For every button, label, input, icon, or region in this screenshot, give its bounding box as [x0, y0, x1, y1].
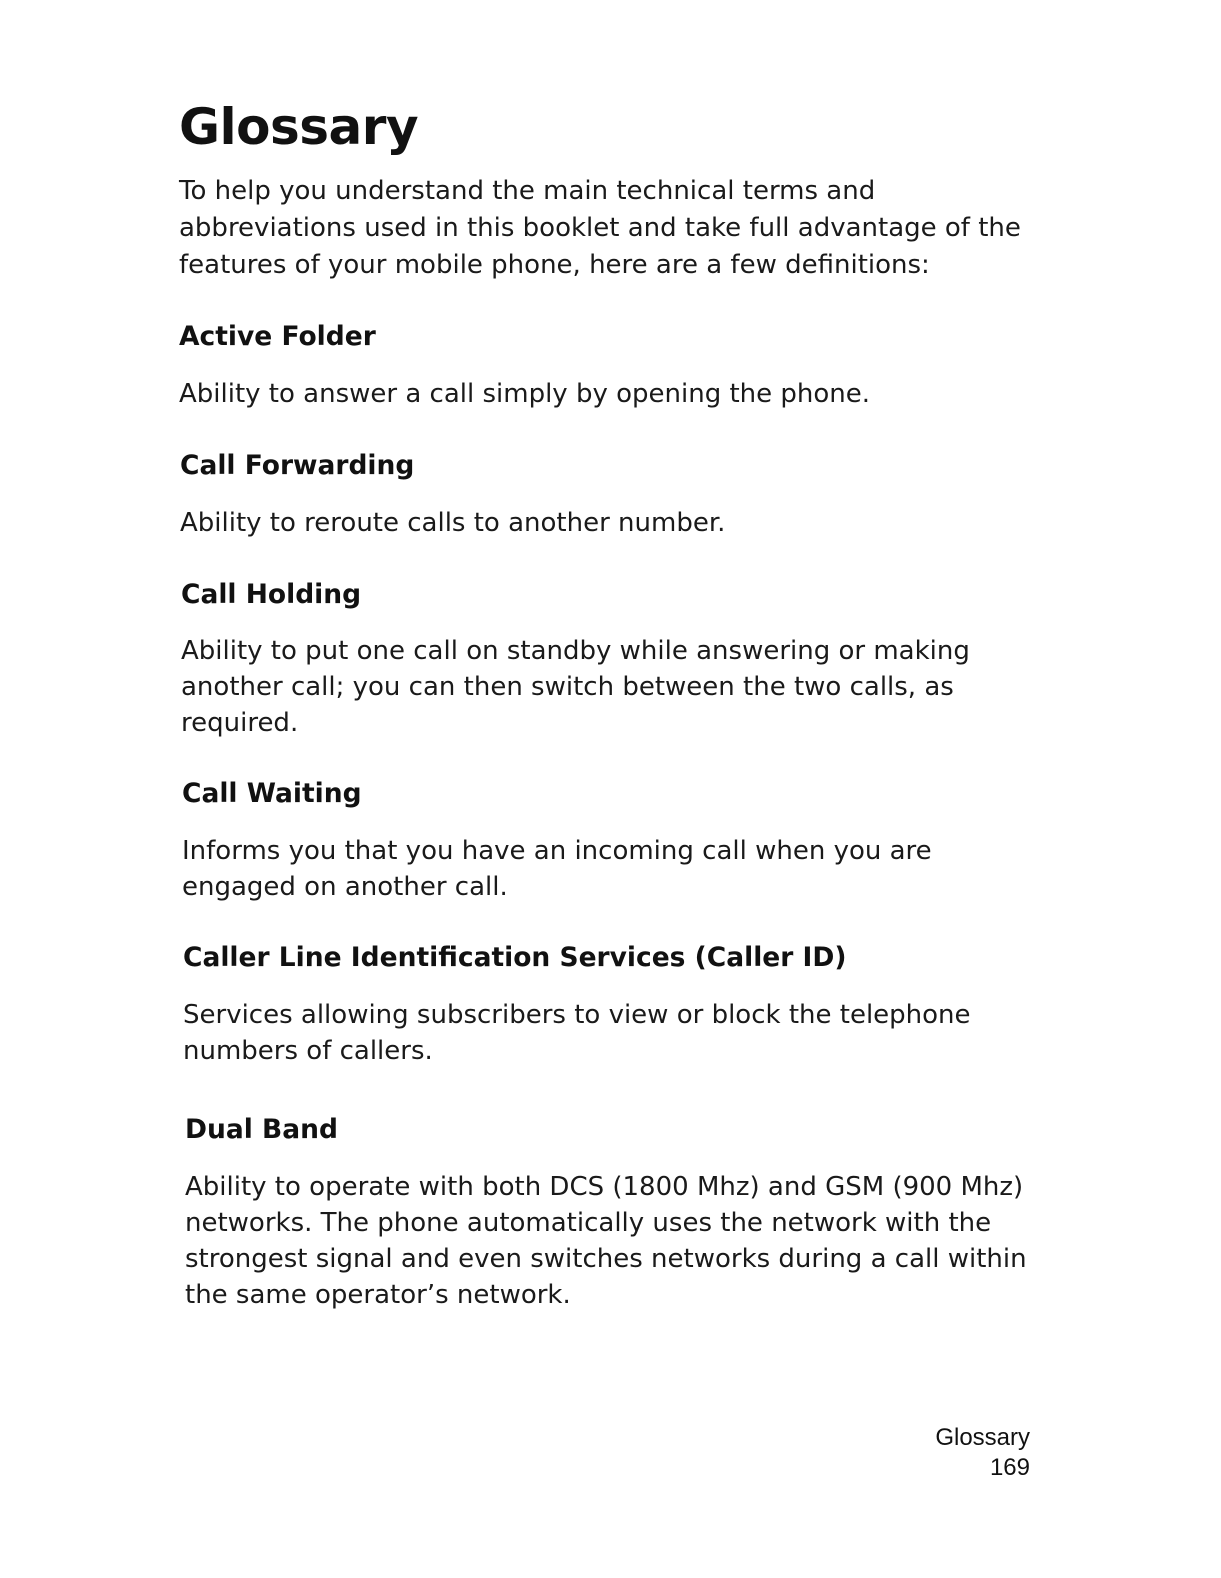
page-title: Glossary [179, 98, 419, 156]
term-heading: Active Folder [179, 321, 376, 352]
page-footer [935, 1423, 1030, 1483]
intro-paragraph: To help you understand the main technical terms and abbreviations used in this booklet and take full advantage of the features of your mobile phone, here are a few definitions: [179, 176, 1021, 280]
term-heading: Call Waiting [182, 778, 362, 809]
term-heading: Dual Band [185, 1114, 338, 1145]
page-number: 169 [989, 1454, 1030, 1481]
term-definition: Ability to reroute calls to another number. [180, 508, 726, 538]
term-definition: Informs you that you have an incoming call when you are engaged on another call. [182, 836, 932, 902]
term-definition: Ability to put one call on standby while answering or making another call; you can then switch between the two calls, as required. [181, 636, 970, 738]
term-heading: Caller Line Identification Services (Caller ID) [183, 942, 847, 973]
term-definition: Services allowing subscribers to view or block the telephone numbers of callers. [183, 1000, 971, 1066]
footer-section-name: Glossary [935, 1424, 1030, 1451]
term-definition: Ability to operate with both DCS (1800 Mhz) and GSM (900 Mhz) networks. The phone automatically uses the network with the strongest signal and even switches networks during a call within the same operator’s network. [185, 1172, 1027, 1310]
term-definition: Ability to answer a call simply by opening the phone. [179, 379, 871, 409]
term-heading: Call Holding [181, 579, 362, 610]
term-heading: Call Forwarding [180, 450, 415, 481]
